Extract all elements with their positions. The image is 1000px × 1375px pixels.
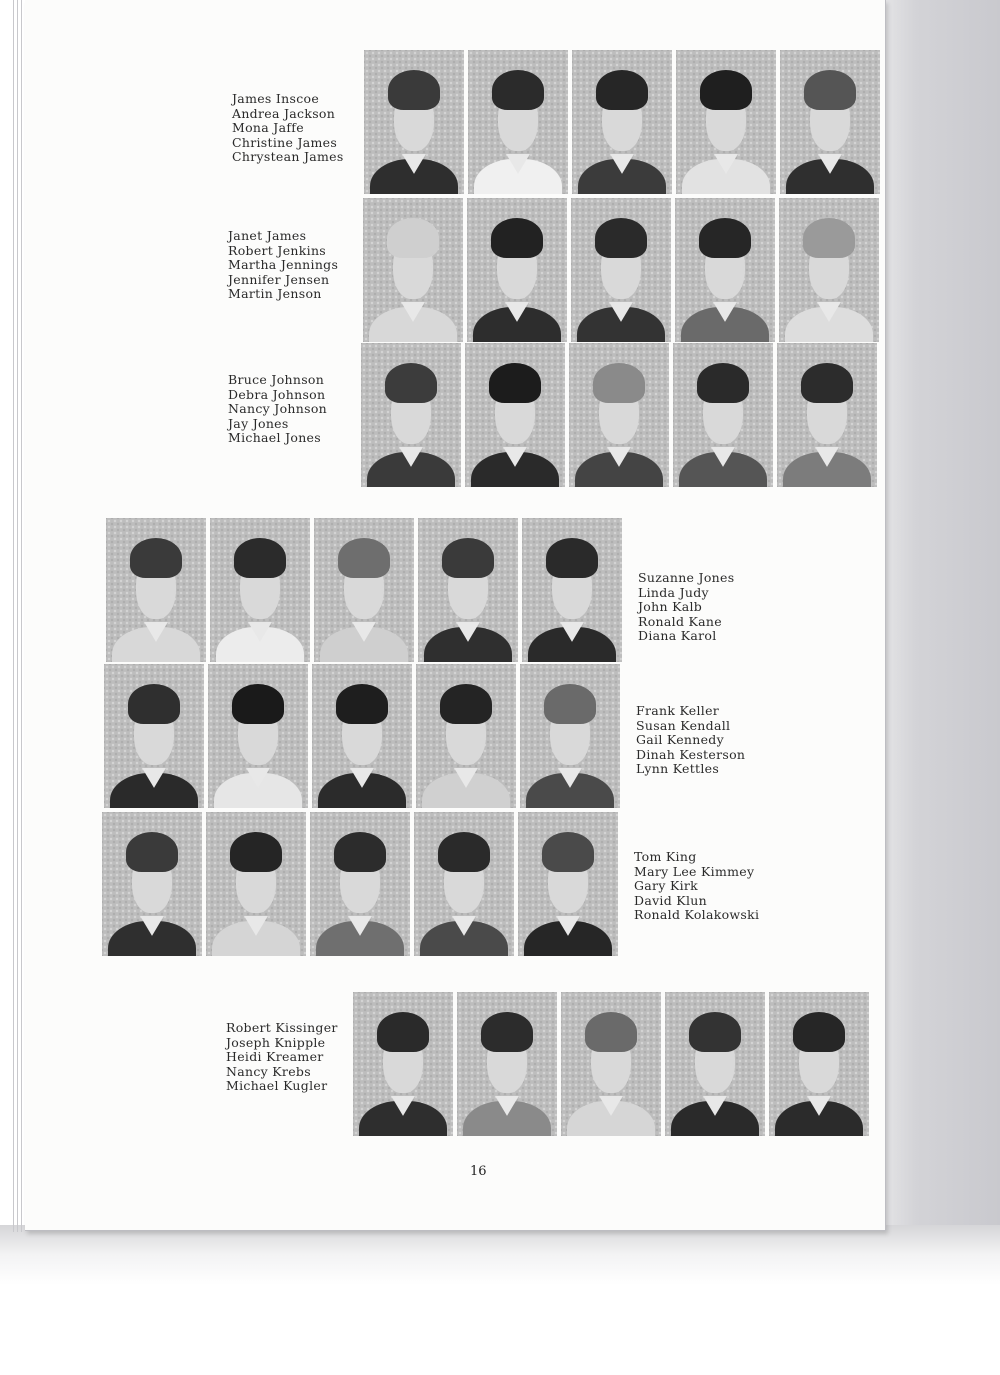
photo-row — [364, 50, 880, 194]
student-name: Suzanne Jones — [638, 570, 735, 585]
portrait-hair — [128, 684, 180, 724]
student-name: David Klun — [634, 892, 707, 908]
portrait-hair — [542, 832, 594, 872]
student-name: Tom King — [634, 849, 697, 864]
student-name: Susan Kendall — [636, 717, 731, 733]
student-name: Ronald Kane — [638, 613, 722, 629]
portrait-hair — [804, 70, 856, 110]
student-portrait — [780, 50, 880, 194]
portrait-hair — [544, 684, 596, 724]
student-portrait — [777, 343, 877, 487]
portrait-hair — [388, 70, 440, 110]
scanner-shadow-right — [880, 0, 1000, 1240]
student-name: Christine James — [232, 134, 338, 150]
student-portrait — [418, 518, 518, 662]
photo-row — [353, 992, 869, 1136]
student-portrait — [457, 992, 557, 1136]
student-name: Nancy Johnson — [228, 401, 328, 417]
student-name: Martin Jenson — [228, 286, 322, 302]
student-name: Frank Keller — [636, 703, 720, 718]
student-name: Lynn Kettles — [636, 761, 720, 777]
name-list — [226, 1021, 338, 1094]
page-edge-line — [13, 0, 14, 1232]
student-portrait — [673, 343, 773, 487]
student-name: Debra Johnson — [228, 386, 326, 402]
photo-row — [102, 812, 618, 956]
portrait-hair — [385, 363, 437, 403]
student-portrait — [364, 50, 464, 194]
student-name: Bruce Johnson — [228, 372, 325, 387]
name-list — [638, 571, 734, 644]
portrait-hair — [377, 1012, 429, 1052]
student-portrait — [522, 518, 622, 662]
portrait-hair — [492, 70, 544, 110]
portrait-hair — [803, 218, 855, 258]
student-portrait — [353, 992, 453, 1136]
student-name: James Inscoe — [232, 91, 320, 106]
portrait-hair — [793, 1012, 845, 1052]
student-portrait — [104, 664, 204, 808]
student-name: Jennifer Jensen — [228, 271, 330, 287]
student-portrait — [465, 343, 565, 487]
student-portrait — [314, 518, 414, 662]
portrait-hair — [130, 538, 182, 578]
photo-row — [361, 343, 877, 487]
student-name: Mary Lee Kimmey — [634, 863, 755, 879]
student-portrait — [106, 518, 206, 662]
student-portrait — [561, 992, 661, 1136]
photo-row — [106, 518, 622, 662]
portrait-hair — [595, 218, 647, 258]
portrait-hair — [697, 363, 749, 403]
photo-row — [363, 198, 879, 342]
student-name: Heidi Kreamer — [226, 1049, 324, 1065]
student-portrait — [206, 812, 306, 956]
portrait-hair — [546, 538, 598, 578]
portrait-hair — [230, 832, 282, 872]
portrait-hair — [438, 832, 490, 872]
photo-row — [104, 664, 620, 808]
student-name: Martha Jennings — [228, 257, 339, 273]
student-name: Dinah Kesterson — [636, 746, 746, 762]
page-number: 16 — [470, 1164, 487, 1179]
student-portrait — [779, 198, 879, 342]
portrait-hair — [699, 218, 751, 258]
portrait-hair — [481, 1012, 533, 1052]
portrait-hair — [689, 1012, 741, 1052]
portrait-hair — [585, 1012, 637, 1052]
portrait-hair — [234, 538, 286, 578]
student-name: Robert Kissinger — [226, 1020, 338, 1035]
page-edge-line — [17, 0, 18, 1232]
portrait-hair — [338, 538, 390, 578]
student-name: Ronald Kolakowski — [634, 907, 760, 923]
student-portrait — [468, 50, 568, 194]
student-portrait — [676, 50, 776, 194]
student-portrait — [414, 812, 514, 956]
scanner-shadow-bottom — [0, 1225, 1000, 1375]
student-name: Gail Kennedy — [636, 732, 724, 748]
portrait-hair — [489, 363, 541, 403]
student-name: Andrea Jackson — [232, 105, 336, 121]
student-portrait — [665, 992, 765, 1136]
name-list — [228, 373, 327, 446]
portrait-hair — [442, 538, 494, 578]
portrait-hair — [700, 70, 752, 110]
student-name: Gary Kirk — [634, 878, 699, 894]
portrait-hair — [336, 684, 388, 724]
portrait-hair — [334, 832, 386, 872]
student-name: Janet James — [228, 228, 307, 243]
portrait-hair — [387, 218, 439, 258]
student-portrait — [416, 664, 516, 808]
student-name: Nancy Krebs — [226, 1063, 311, 1079]
student-portrait — [572, 50, 672, 194]
student-portrait — [210, 518, 310, 662]
student-portrait — [363, 198, 463, 342]
name-list — [232, 92, 344, 165]
page-edge-line — [21, 0, 22, 1232]
name-list — [228, 229, 338, 302]
portrait-hair — [440, 684, 492, 724]
student-portrait — [310, 812, 410, 956]
student-portrait — [361, 343, 461, 487]
portrait-hair — [126, 832, 178, 872]
portrait-hair — [596, 70, 648, 110]
student-portrait — [208, 664, 308, 808]
student-portrait — [312, 664, 412, 808]
student-portrait — [675, 198, 775, 342]
portrait-hair — [232, 684, 284, 724]
student-portrait — [102, 812, 202, 956]
portrait-hair — [491, 218, 543, 258]
student-portrait — [569, 343, 669, 487]
student-portrait — [520, 664, 620, 808]
student-name: Chrystean James — [232, 149, 344, 165]
student-name: Diana Karol — [638, 628, 717, 644]
student-name: Robert Jenkins — [228, 242, 327, 258]
name-list — [636, 704, 745, 777]
portrait-hair — [593, 363, 645, 403]
student-name: Jay Jones — [228, 415, 289, 431]
student-name: Joseph Knipple — [226, 1034, 326, 1050]
student-name: Michael Kugler — [226, 1078, 328, 1094]
student-portrait — [518, 812, 618, 956]
student-name: Linda Judy — [638, 584, 709, 600]
student-portrait — [769, 992, 869, 1136]
student-portrait — [571, 198, 671, 342]
student-name: Mona Jaffe — [232, 120, 304, 136]
student-name: Michael Jones — [228, 430, 321, 446]
student-portrait — [467, 198, 567, 342]
portrait-hair — [801, 363, 853, 403]
student-name: John Kalb — [638, 599, 703, 615]
name-list — [634, 850, 759, 923]
